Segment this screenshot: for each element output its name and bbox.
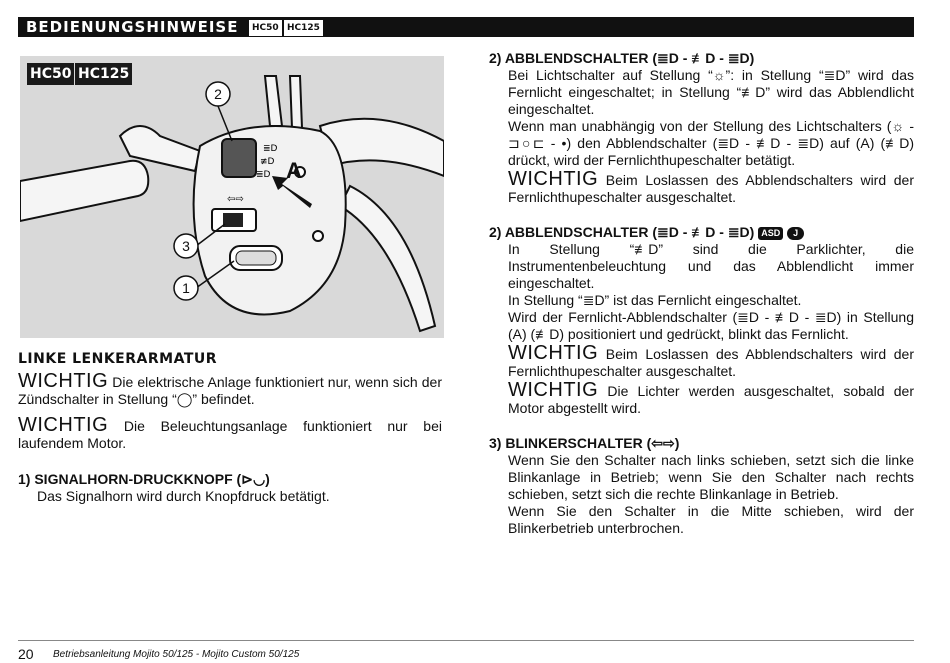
header-badge-hc50: HC50: [249, 20, 282, 36]
section-title: LINKE LENKERARMATUR: [18, 351, 218, 367]
item3-body2: Wenn Sie den Schalter in die Mitte schieben, wird der Blinkerbetrieb unterbrochen.: [508, 503, 914, 536]
svg-text:≣D: ≣D: [263, 144, 278, 154]
note-label: WICHTIG: [508, 379, 599, 401]
callout-2: 2: [214, 86, 222, 102]
footer-rule: [18, 640, 914, 641]
note-label: WICHTIG: [508, 342, 599, 364]
item2b-title: [489, 224, 914, 241]
right-column: [489, 50, 914, 537]
note-text: Beim Loslassen des Abblendschalters wird der Fernlichthupeschalter ausgeschaltet.: [508, 172, 914, 205]
note-label: WICHTIG: [18, 370, 109, 392]
svg-text:≢D: ≢D: [260, 157, 275, 167]
note-text: Beim Loslassen des Abblendschalters wird der Fernlichthupeschalter ausgeschaltet.: [508, 346, 914, 379]
svg-text:≣D: ≣D: [256, 170, 271, 180]
item1-body: Das Signalhorn wird durch Knopfdruck betätigt.: [37, 488, 330, 504]
note-label: WICHTIG: [18, 414, 109, 436]
item2b-note2: [489, 379, 914, 417]
item2b-body2: In Stellung “≣D” ist das Fernlicht eingeschaltet.: [508, 292, 802, 308]
note-label: WICHTIG: [508, 168, 599, 190]
callout-1: 1: [182, 280, 190, 296]
note-text: Die Lichter werden ausgeschaltet, sobald der Motor abgestellt wird.: [508, 383, 914, 416]
item2b-body3: Wird der Fernlicht-Abblendschalter (≣D - ≢D - ≣D) in Stellung (A) (≢D) positioniert und gedrückt, blinkt das Fernlicht.: [508, 309, 914, 342]
callout-3: 3: [182, 238, 190, 254]
note-electrical: [18, 370, 442, 408]
marker-a: A: [286, 158, 302, 183]
item2a-body1: Bei Lichtschalter auf Stellung “☼”: in Stellung “≣D” wird das Fernlicht eingeschaltet; in Stellung “≢D” wird das Abblendlicht eingeschaltet.: [508, 67, 914, 117]
item3-title: 3) BLINKERSCHALTER (⇦⇨): [489, 435, 680, 451]
item2b-note1: [489, 342, 914, 380]
note-text: Die elektrische Anlage funktioniert nur, wenn sich der Zündschalter in Stellung “◯” befindet.: [18, 374, 442, 407]
figure-badge-hc50: HC50: [27, 63, 74, 85]
svg-text:⇦⇨: ⇦⇨: [227, 194, 244, 205]
footer-text: Betriebsanleitung Mojito 50/125 - Mojito Custom 50/125: [53, 649, 300, 660]
item1-title: 1) SIGNALHORN-DRUCKKNOPF (⊳◡): [18, 471, 270, 487]
j-chip: J: [787, 227, 804, 240]
handlebar-figure: [20, 56, 444, 338]
header-title: BEDIENUNGSHINWEISE: [26, 18, 239, 36]
item2b-title-text: 2) ABBLENDSCHALTER (≣D - ≢D - ≣D): [489, 224, 755, 240]
left-column: [18, 351, 442, 505]
header-bar: [18, 17, 914, 37]
asd-chip: ASD: [758, 227, 783, 240]
page-number: 20: [18, 646, 34, 662]
item2a-body2: Wenn man unabhängig von der Stellung des Lichtschalters (☼ - ⊐○⊏ - •) den Abblendschalter (≣D - ≢D - ≣D) auf (A) (≢D) drückt, wird der Fernlichthupeschalter betätigt.: [508, 118, 914, 168]
note-lighting: [18, 414, 442, 452]
item2b-body1: In Stellung “≢D” sind die Parklichter, die Instrumentenbeleuchtung und das Abblendlicht immer eingeschaltet.: [508, 241, 914, 291]
item2a-note: [489, 168, 914, 206]
note-text: Die Beleuchtungsanlage funktioniert nur bei laufendem Motor.: [18, 418, 442, 451]
handlebar-illustration: [20, 56, 444, 338]
item3-body1: Wenn Sie den Schalter nach links schieben, setzt sich die linke Blinkanlage in Betrieb; wenn Sie den Schalter nach rechts schieben, setzt sich die rechte Blinkanlage in Betrieb.: [508, 452, 914, 502]
header-badge-hc125: HC125: [284, 20, 323, 36]
figure-badge-hc125: HC125: [75, 63, 132, 85]
item2a-title: 2) ABBLENDSCHALTER (≣D - ≢D - ≣D): [489, 50, 755, 66]
